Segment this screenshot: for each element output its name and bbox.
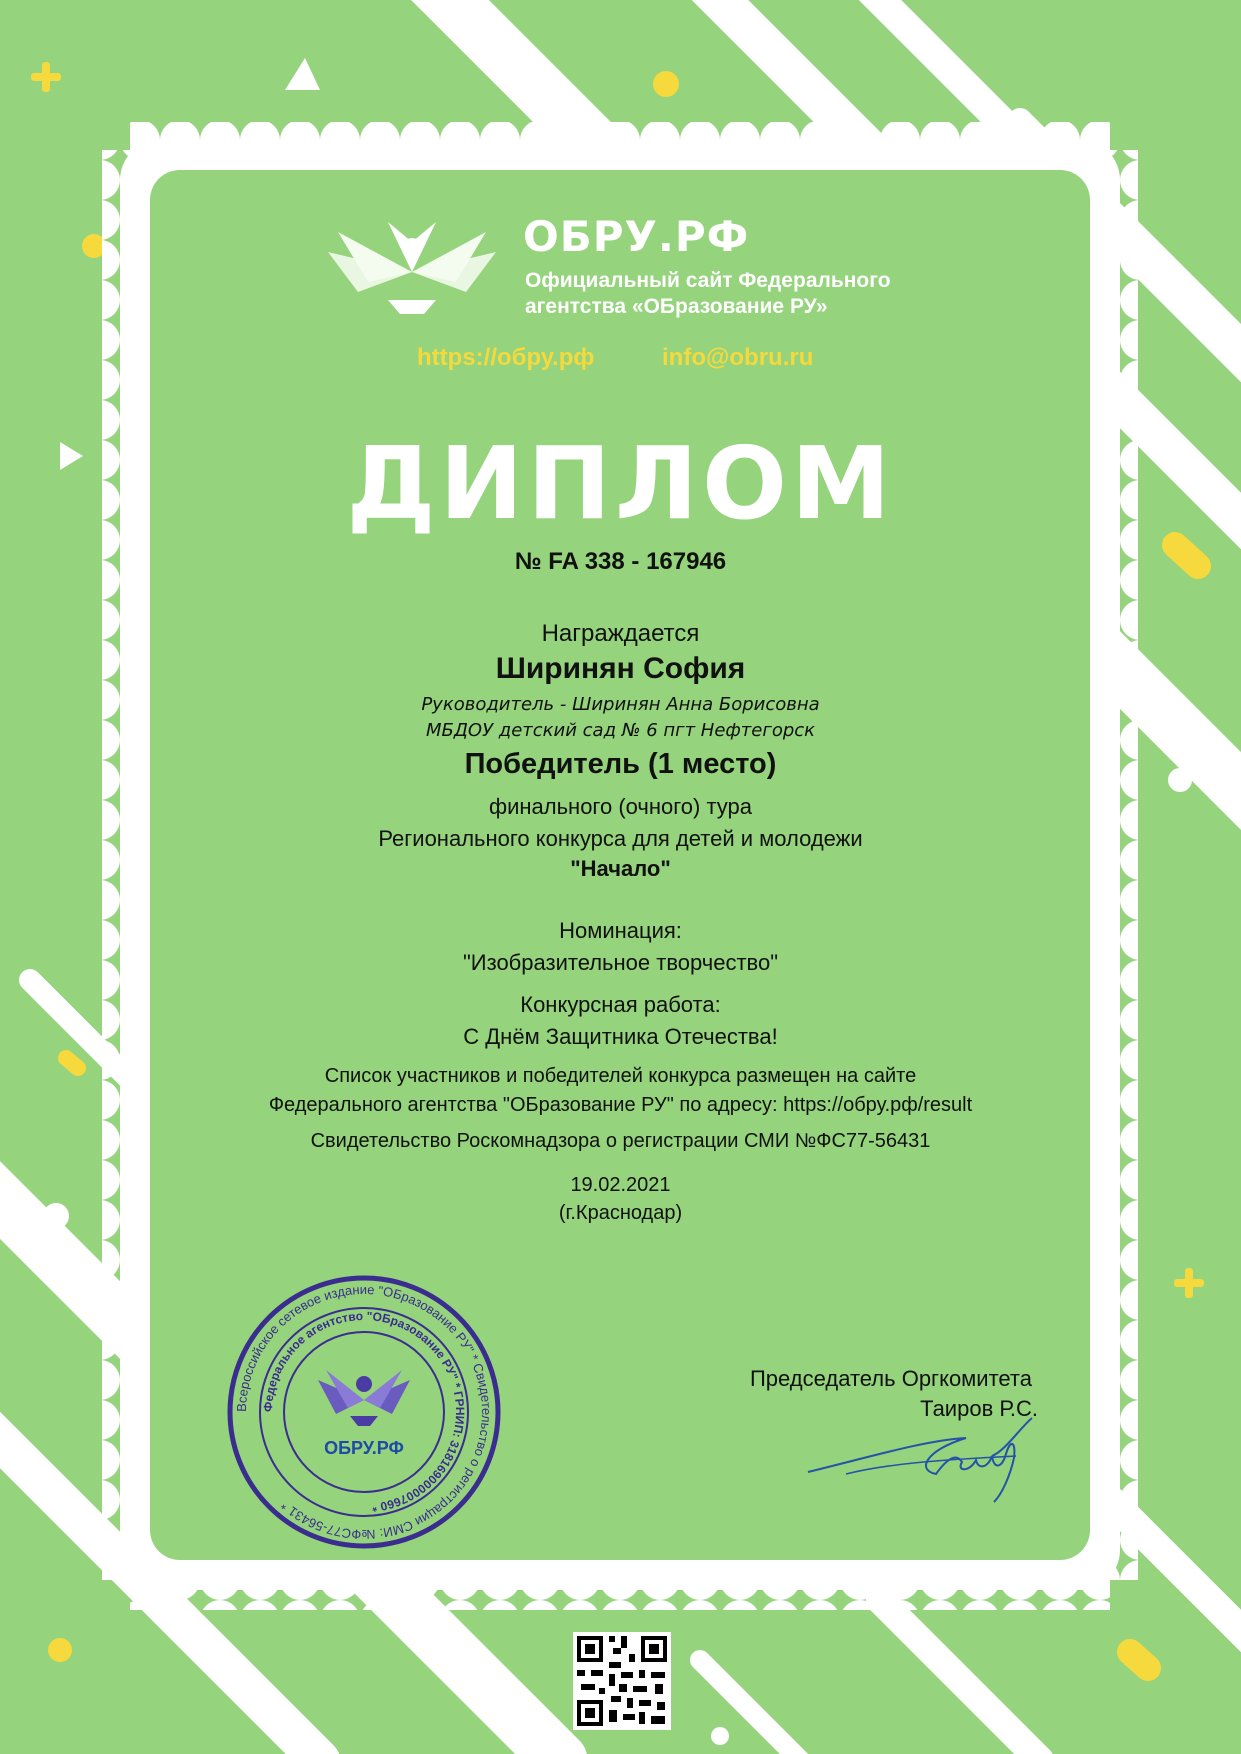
- website-link[interactable]: https://обру.рф: [417, 344, 595, 371]
- results-info-line1: Список участников и победителей конкурса размещен на сайте: [324, 1065, 917, 1087]
- contest-stage: финального (очного) тура: [488, 794, 753, 819]
- stamp-inner-text: Федеральное агентство "ОБразование РУ" * ГРНИП: 318169000007660 *: [260, 1308, 468, 1515]
- handwritten-signature: [806, 1410, 1036, 1510]
- nomination-value: "Изобразительное творчество": [462, 950, 779, 975]
- qr-code-icon: [573, 1632, 671, 1730]
- eagle-wings-icon: [328, 222, 496, 318]
- brand-title: ОБРУ.РФ: [523, 212, 750, 261]
- diploma-title: ДИПЛОМ: [346, 425, 895, 542]
- signature-name: Таиров Р.С.: [920, 1396, 1038, 1421]
- nomination-label: Номинация:: [559, 918, 682, 943]
- supervisor: Руководитель - Ширинян Анна Борисовна: [421, 694, 820, 715]
- issue-city: (г.Краснодар): [558, 1202, 683, 1224]
- contest-name: "Начало": [570, 856, 671, 881]
- brand-subtitle-line2: агентства «ОБразование РУ»: [525, 295, 828, 318]
- diploma-number: № FA 338 - 167946: [514, 548, 727, 575]
- stamp-wings-icon: [318, 1370, 410, 1426]
- work-title: С Днём Защитника Отечества!: [463, 1024, 778, 1049]
- work-label: Конкурсная работа:: [520, 992, 721, 1017]
- organization: МБДОУ детский сад № 6 пгт Нефтегорск: [425, 720, 816, 741]
- stamp-outer-text: Всероссийское сетевое издание "ОБразование РУ" * Свидетельство о регистрации СМИ: №ФС77-56431 *: [233, 1281, 495, 1543]
- contest-title: Регионального конкурса для детей и молодежи: [378, 826, 863, 851]
- issue-date: 19.02.2021: [570, 1174, 671, 1196]
- official-stamp: [226, 1274, 502, 1550]
- place-award: Победитель (1 место): [464, 748, 777, 780]
- awarded-label: Награждается: [541, 620, 700, 647]
- recipient-name: Ширинян София: [495, 652, 746, 685]
- brand-subtitle: [525, 268, 891, 320]
- signature-role: Председатель Оргкомитета: [749, 1366, 1032, 1391]
- stamp-center-text: ОБРУ.РФ: [324, 1438, 404, 1458]
- results-info-line2: Федерального агентства "ОБразование РУ" по адресу: https://обру.рф/result: [268, 1094, 973, 1116]
- email-link[interactable]: info@obru.ru: [662, 344, 814, 371]
- brand-subtitle-line1: Официальный сайт Федерального: [525, 269, 891, 292]
- registration-info: Свидетельство Роскомнадзора о регистрации СМИ №ФС77-56431: [310, 1130, 931, 1152]
